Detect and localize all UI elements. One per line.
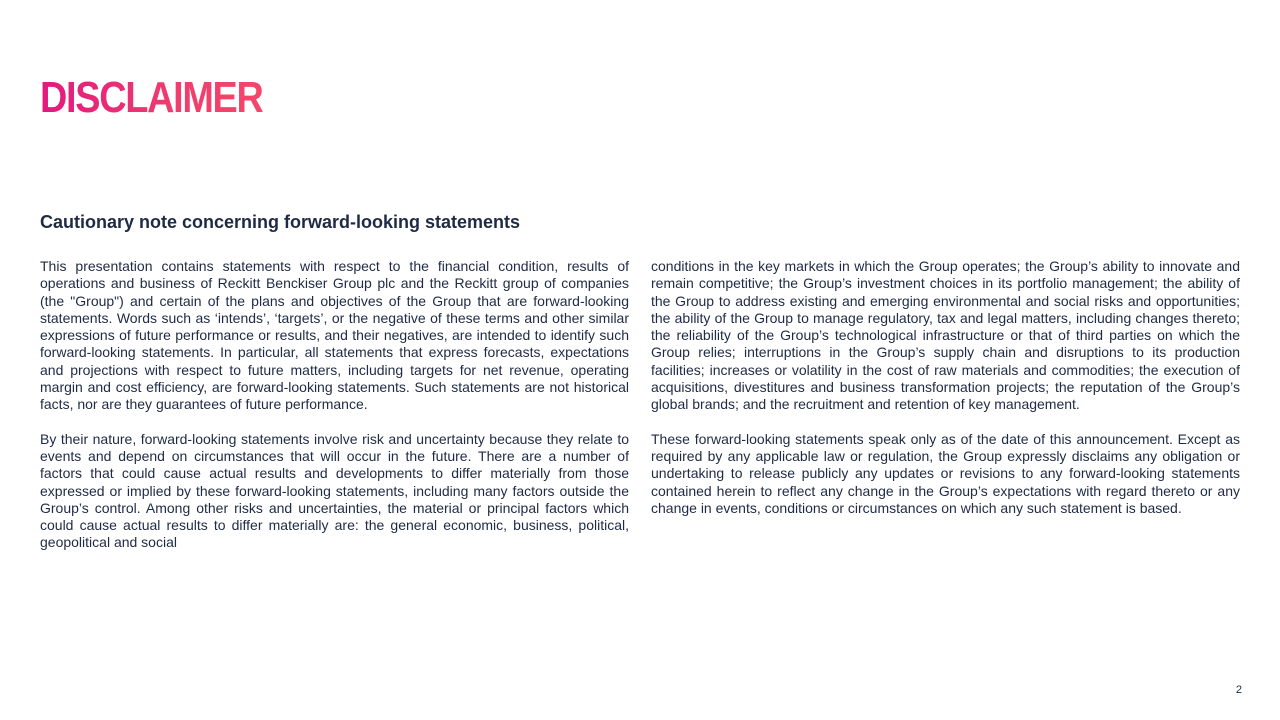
right-paragraph-2: These forward-looking statements speak only as of the date of this announcement. Except as required by any applicable law or regulation, the Group expressly disclaims any obligation or undertaking to release publicly any updates or revisions to any forward-looking statements contained herein to reflect any change in the Group’s expectations with regard thereto or any change in events, conditions or circumstances on which any such statement is based. xyxy=(651,430,1240,516)
right-paragraph-1: conditions in the key markets in which the Group operates; the Group’s ability to innovate and remain competitive; the Group’s investment choices in its portfolio management; the ability of the Group to address existing and emerging environmental and social risks and opportunities; the ability of the Group to manage regulatory, tax and legal matters, including changes thereto; the reliability of the Group’s technological infrastructure or that of third parties on which the Group relies; interruptions in the Group’s supply chain and disruptions to its production facilities; increases or volatility in the cost of raw materials and commodities; the execution of acquisitions, divestitures and business transformation projects; the reputation of the Group’s global brands; and the recruitment and retention of key management. xyxy=(651,258,1240,413)
section-subtitle: Cautionary note concerning forward-looking statements xyxy=(40,212,521,232)
page-number: 2 xyxy=(1235,684,1242,696)
left-paragraph-2: By their nature, forward-looking statements involve risk and uncertainty because they relate to events and depend on circumstances that will occur in the future. There are a number of factors that could cause actual results and developments to differ materially from those expressed or implied by these forward-looking statements, including many factors outside the Group’s control. Among other risks and uncertainties, the material or principal factors which could cause actual results to differ materially are: the general economic, business, political, geopolitical and social xyxy=(40,430,629,551)
page-title: DISCLAIMER xyxy=(40,73,263,122)
right-column xyxy=(651,258,1240,534)
left-column xyxy=(40,258,629,569)
left-paragraph-1: This presentation contains statements with respect to the financial condition, results of operations and business of Reckitt Benckiser Group plc and the Reckitt group of companies (the "Group") and certain of the plans and objectives of the Group that are forward-looking statements. Words such as ‘intends’, ‘targets’, or the negative of these terms and other similar expressions of future performance or results, and their negatives, are intended to identify such forward-looking statements. In particular, all statements that express forecasts, expectations and projections with respect to future matters, including targets for net revenue, operating margin and cost efficiency, are forward-looking statements. Such statements are not historical facts, nor are they guarantees of future performance. xyxy=(40,258,629,413)
